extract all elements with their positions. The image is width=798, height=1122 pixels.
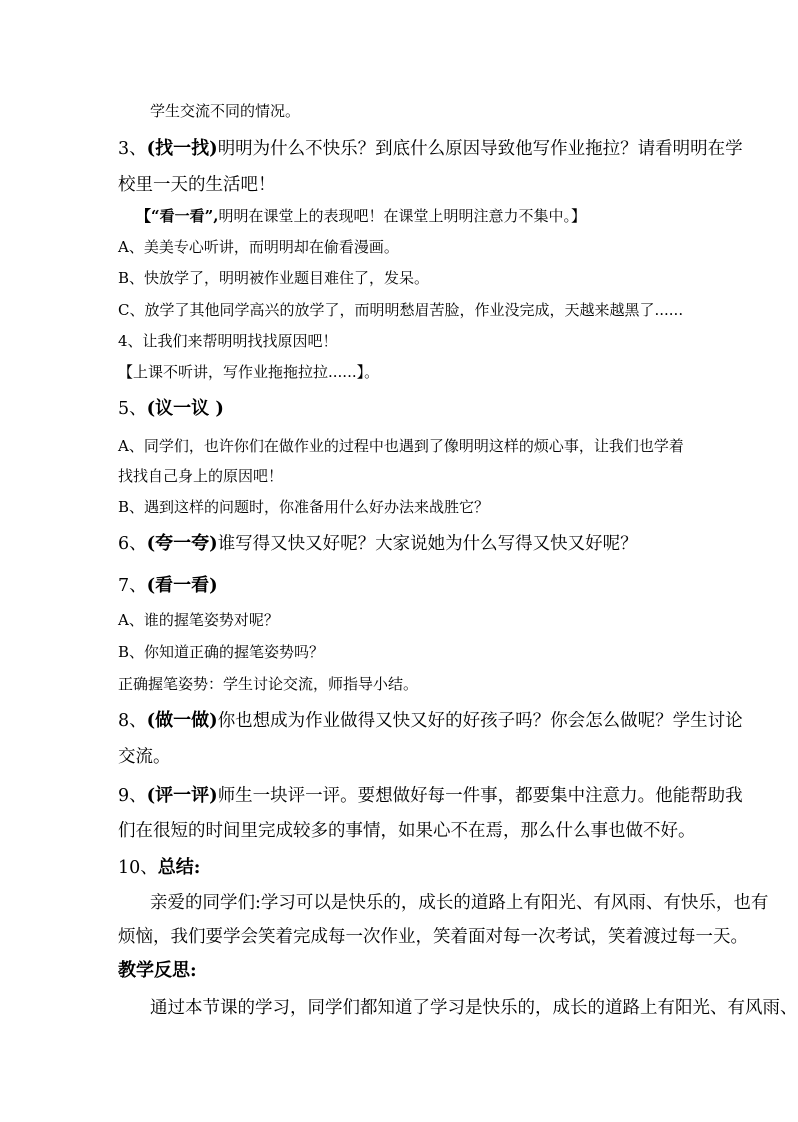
text: C、放学了其他同学高兴的放学了，而明明愁眉苦脸，作业没完成，天越来越黑了...... <box>118 301 684 319</box>
section-9-heading-line <box>118 783 743 809</box>
paragraph-line <box>118 744 728 770</box>
paragraph-line <box>150 995 798 1021</box>
list-item <box>118 609 728 631</box>
text: 学生交流不同的情况。 <box>150 102 301 120</box>
section-tag: (找一找) <box>146 138 218 159</box>
section-number: 6、 <box>118 534 147 554</box>
text: 烦恼，我们要学会笑着完成每一次作业，笑着面对每一次考试，笑着渡过每一天。 <box>118 927 748 947</box>
section-number: 9、 <box>118 786 147 806</box>
section-number: 7、 <box>118 576 147 596</box>
paragraph-line <box>118 924 748 950</box>
list-item <box>118 496 728 518</box>
text: 亲爱的同学们:学习可以是快乐的，成长的道路上有阳光、有风雨、有快乐，也有 <box>150 893 769 913</box>
paragraph-line <box>150 100 728 122</box>
paragraph-line <box>118 465 728 487</box>
text: 通过本节课的学习，同学们都知道了学习是快乐的，成长的道路上有阳光、有风雨、 <box>150 998 798 1018</box>
bracket-line <box>118 361 728 383</box>
paragraph-line <box>118 818 728 844</box>
text: A、谁的握笔姿势对呢？ <box>118 611 279 629</box>
section-number: 10、 <box>118 858 158 878</box>
section-text: 师生一块评一评。要想做好每一件事，都要集中注意力。他能帮助我 <box>217 786 743 806</box>
list-item <box>118 236 728 258</box>
text: A、同学们，也许你们在做作业的过程中也遇到了像明明这样的烦心事，让我们也学着 <box>118 437 684 455</box>
section-text: 明明为什么不快乐？到底什么原因导致他写作业拖拉？请看明明在学 <box>217 139 743 159</box>
heading-text: 教学反思: <box>118 960 197 981</box>
section-tag: (看一看) <box>146 575 218 596</box>
text: 4、让我们来帮明明找找原因吧！ <box>118 332 338 350</box>
paragraph-line <box>150 890 769 916</box>
text: 正确握笔姿势：学生讨论交流，师指导小结。 <box>118 675 419 693</box>
look-bracket-line <box>136 205 746 227</box>
section-tag: (议一议 ) <box>146 398 224 419</box>
list-item <box>118 435 728 457</box>
section-tag: (做一做) <box>146 710 218 731</box>
text: B、你知道正确的握笔姿势吗？ <box>118 643 325 661</box>
section-text: 谁写得又快又好呢？大家说她为什么写得又快又好呢？ <box>217 534 638 554</box>
text: A、美美专心听讲，而明明却在偷看漫画。 <box>118 238 399 256</box>
list-item <box>118 267 728 289</box>
reflection-heading <box>118 958 728 984</box>
paragraph-line <box>118 330 728 352</box>
text: 【上课不听讲，写作业拖拖拉拉......】。 <box>118 363 380 381</box>
paragraph-line <box>118 673 728 695</box>
section-tag: 总结: <box>157 857 201 878</box>
bracket-tag: 【“看一看”, <box>136 207 219 225</box>
section-tag: (评一评) <box>146 785 218 806</box>
text: B、遇到这样的问题时，你准备用什么好办法来战胜它？ <box>118 498 490 516</box>
section-tag: (夸一夸) <box>146 533 218 554</box>
section-number: 5、 <box>118 399 147 419</box>
section-8-heading-line <box>118 708 743 734</box>
text: 明明在课堂上的表现吧！在课堂上明明注意力不集中。】 <box>218 207 586 225</box>
section-7-heading-line <box>118 573 728 599</box>
section-text: 你也想成为作业做得又快又好的好孩子吗？你会怎么做呢？学生讨论 <box>217 711 743 731</box>
section-number: 3、 <box>118 139 147 159</box>
list-item <box>118 299 728 321</box>
text: B、快放学了，明明被作业题目难住了，发呆。 <box>118 269 430 287</box>
section-5-heading-line <box>118 396 728 422</box>
section-10-heading-line <box>118 855 728 881</box>
text: 们在很短的时间里完成较多的事情，如果心不在焉，那么什么事也做不好。 <box>118 821 696 841</box>
text: 找找自己身上的原因吧！ <box>118 467 284 485</box>
paragraph-line <box>118 172 728 198</box>
section-6-heading-line <box>118 531 728 557</box>
text: 校里一天的生活吧！ <box>118 175 276 195</box>
text: 交流。 <box>118 747 171 767</box>
list-item <box>118 641 728 663</box>
section-number: 8、 <box>118 711 147 731</box>
section-3-heading-line <box>118 136 743 162</box>
